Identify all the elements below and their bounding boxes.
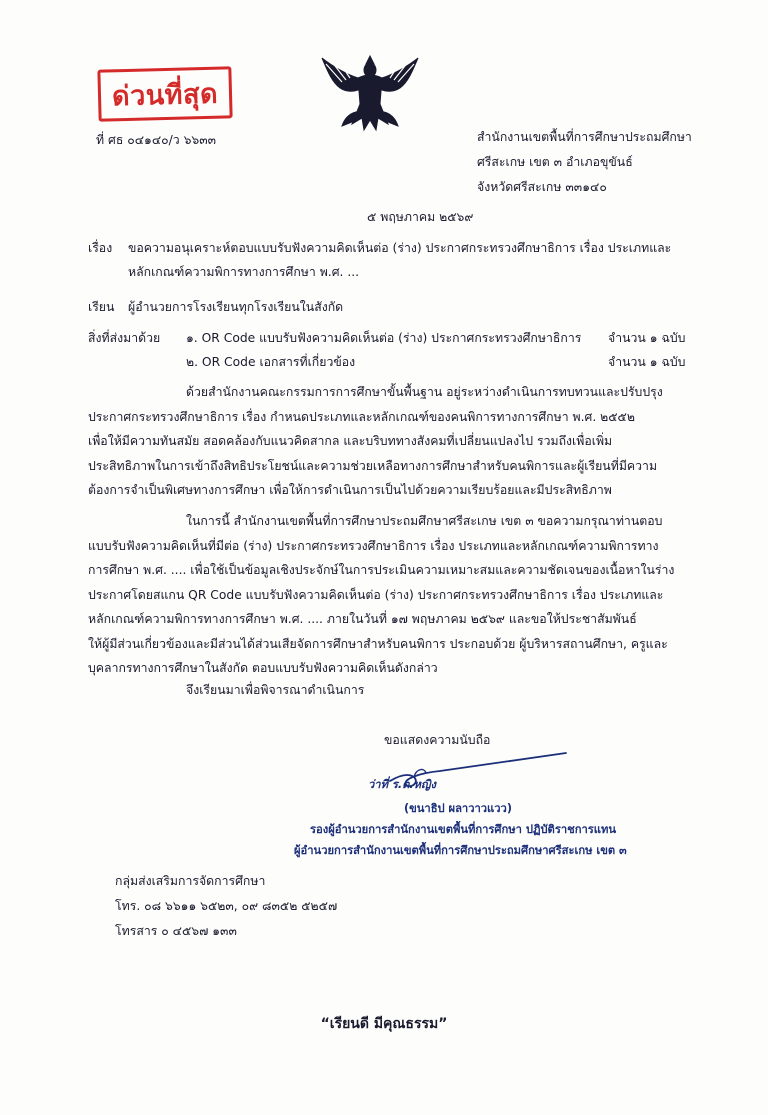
complimentary-close: ขอแสดงความนับถือ: [384, 733, 491, 747]
contact-department: กลุ่มส่งเสริมการจัดการศึกษา: [115, 874, 266, 888]
signatory-name: (ขนาธิป ผลาวาวแวว): [404, 802, 512, 815]
enclosures-label: สิ่งที่ส่งมาด้วย: [88, 331, 161, 345]
paragraph-line: หลักเกณฑ์ความพิการทางการศึกษา พ.ศ. .... ภายในวันที่ ๑๗ พฤษภาคม ๒๕๖๙ และขอให้ประชาสัมพันธ์: [88, 612, 637, 626]
paragraph-line: เพื่อให้มีความทันสมัย สอดคล้องกับแนวคิดสากล และบริบททางสังคมที่เปลี่ยนแปลงไป รวมถึงเพื่อเพิ่ม: [88, 434, 613, 448]
office-address-line2: ศรีสะเกษ เขต ๓ อำเภอขุขันธ์: [477, 155, 633, 169]
contact-phone: โทร. ๐๘ ๖๖๑๑ ๖๕๒๓, ๐๙ ๘๓๕๒ ๕๒๕๗: [115, 899, 338, 913]
garuda-emblem-icon: [318, 52, 422, 136]
paragraph-line: ประกาศกระทรวงศึกษาธิการ เรื่อง กำหนดประเภทและหลักเกณฑ์ของคนพิการทางการศึกษา พ.ศ. ๒๕๕๒: [88, 409, 635, 424]
paragraph-line: ในการนี้ สำนักงานเขตพื้นที่การศึกษาประถมศึกษาศรีสะเกษ เขต ๓ ขอความกรุณาท่านตอบ: [186, 514, 663, 528]
paragraph-line: ต้องการจำเป็นพิเศษทางการศึกษา เพื่อให้การดำเนินการเป็นไปด้วยความเรียบร้อยและมีประสิทธิภาพ: [88, 483, 612, 497]
enclosure-item-2: ๒. OR Code เอกสารที่เกี่ยวข้อง: [186, 355, 356, 369]
reference-number: ที่ ศธ ๐๔๑๔๐/ว ๖๖๓๓: [96, 133, 217, 147]
subject-line2: หลักเกณฑ์ความพิการทางการศึกษา พ.ศ. ...: [128, 265, 360, 279]
paragraph-line: แบบรับฟังความคิดเห็นที่มีต่อ (ร่าง) ประกาศกระทรวงศึกษาธิการ เรื่อง ประเภทและหลักเกณฑ์ความพิการทาง: [88, 538, 659, 553]
letter-date: ๕ พฤษภาคม ๒๕๖๙: [367, 210, 474, 224]
paragraph-line: ให้ผู้มีส่วนเกี่ยวข้องและมีส่วนได้ส่วนเสียจัดการศึกษาสำหรับคนพิการ ประกอบด้วย ผู้บริหารสถานศึกษา, ครูและ: [88, 636, 668, 651]
paragraph-line: ประสิทธิภาพในการเข้าถึงสิทธิประโยชน์และความช่วยเหลือทางการศึกษาสำหรับคนพิการและผู้เรียนที่มีความ: [88, 458, 658, 473]
enclosure-item-1-qty: จำนวน ๑ ฉบับ: [608, 331, 686, 345]
urgent-stamp: ด่วนที่สุด: [97, 66, 232, 121]
body-paragraph-2: [88, 509, 674, 681]
subject-label: เรื่อง: [88, 241, 113, 255]
enclosure-item-1: ๑. OR Code แบบรับฟังความคิดเห็นต่อ (ร่าง) ประกาศกระทรวงศึกษาธิการ: [186, 331, 582, 345]
contact-fax: โทรสาร ๐ ๔๕๖๗ ๑๓๓: [115, 924, 237, 938]
signatory-title-line1: รองผู้อำนวยการสำนักงานเขตพื้นที่การศึกษา ปฏิบัติราชการแทน: [310, 823, 617, 836]
paragraph-line: การศึกษา พ.ศ. .... เพื่อใช้เป็นข้อมูลเชิงประจักษ์ในการประเมินความเหมาะสมและความชัดเจนของเนื้อหาในร่าง: [88, 563, 675, 577]
salutation-label: เรียน: [88, 300, 115, 314]
signatory-title-line2: ผู้อำนวยการสำนักงานเขตพื้นที่การศึกษาประถมศึกษาศรีสะเกษ เขต ๓: [294, 844, 627, 857]
paragraph-line: บุคลากรทางการศึกษาในสังกัด ตอบแบบรับฟังความคิดเห็นดังกล่าว: [88, 661, 438, 675]
office-address-line1: สำนักงานเขตพื้นที่การศึกษาประถมศึกษา: [477, 130, 692, 144]
signature-acting-prefix: ว่าที่ ร.ต.หญิง: [368, 778, 436, 791]
body-paragraph-1: [88, 380, 663, 503]
enclosure-item-2-qty: จำนวน ๑ ฉบับ: [608, 355, 686, 369]
subject-line1: ขอความอนุเคราะห์ตอบแบบรับฟังความคิดเห็นต่อ (ร่าง) ประกาศกระทรวงศึกษาธิการ เรื่อง ประเภทและ: [128, 241, 672, 255]
paragraph-line: ด้วยสำนักงานคณะกรรมการการศึกษาขั้นพื้นฐาน อยู่ระหว่างดำเนินการทบทวนและปรับปรุง: [186, 385, 663, 399]
school-motto: “เรียนดี มีคุณธรรม”: [320, 1016, 448, 1032]
paragraph-line: ประกาศโดยสแกน QR Code แบบรับฟังความคิดเห็นต่อ (ร่าง) ประกาศกระทรวงศึกษาธิการ เรื่อง ประเภทและ: [88, 587, 664, 602]
closing-request: จึงเรียนมาเพื่อพิจารณาดำเนินการ: [186, 683, 365, 697]
salutation-recipient: ผู้อำนวยการโรงเรียนทุกโรงเรียนในสังกัด: [128, 300, 344, 314]
office-address-line3: จังหวัดศรีสะเกษ ๓๓๑๔๐: [477, 180, 607, 194]
